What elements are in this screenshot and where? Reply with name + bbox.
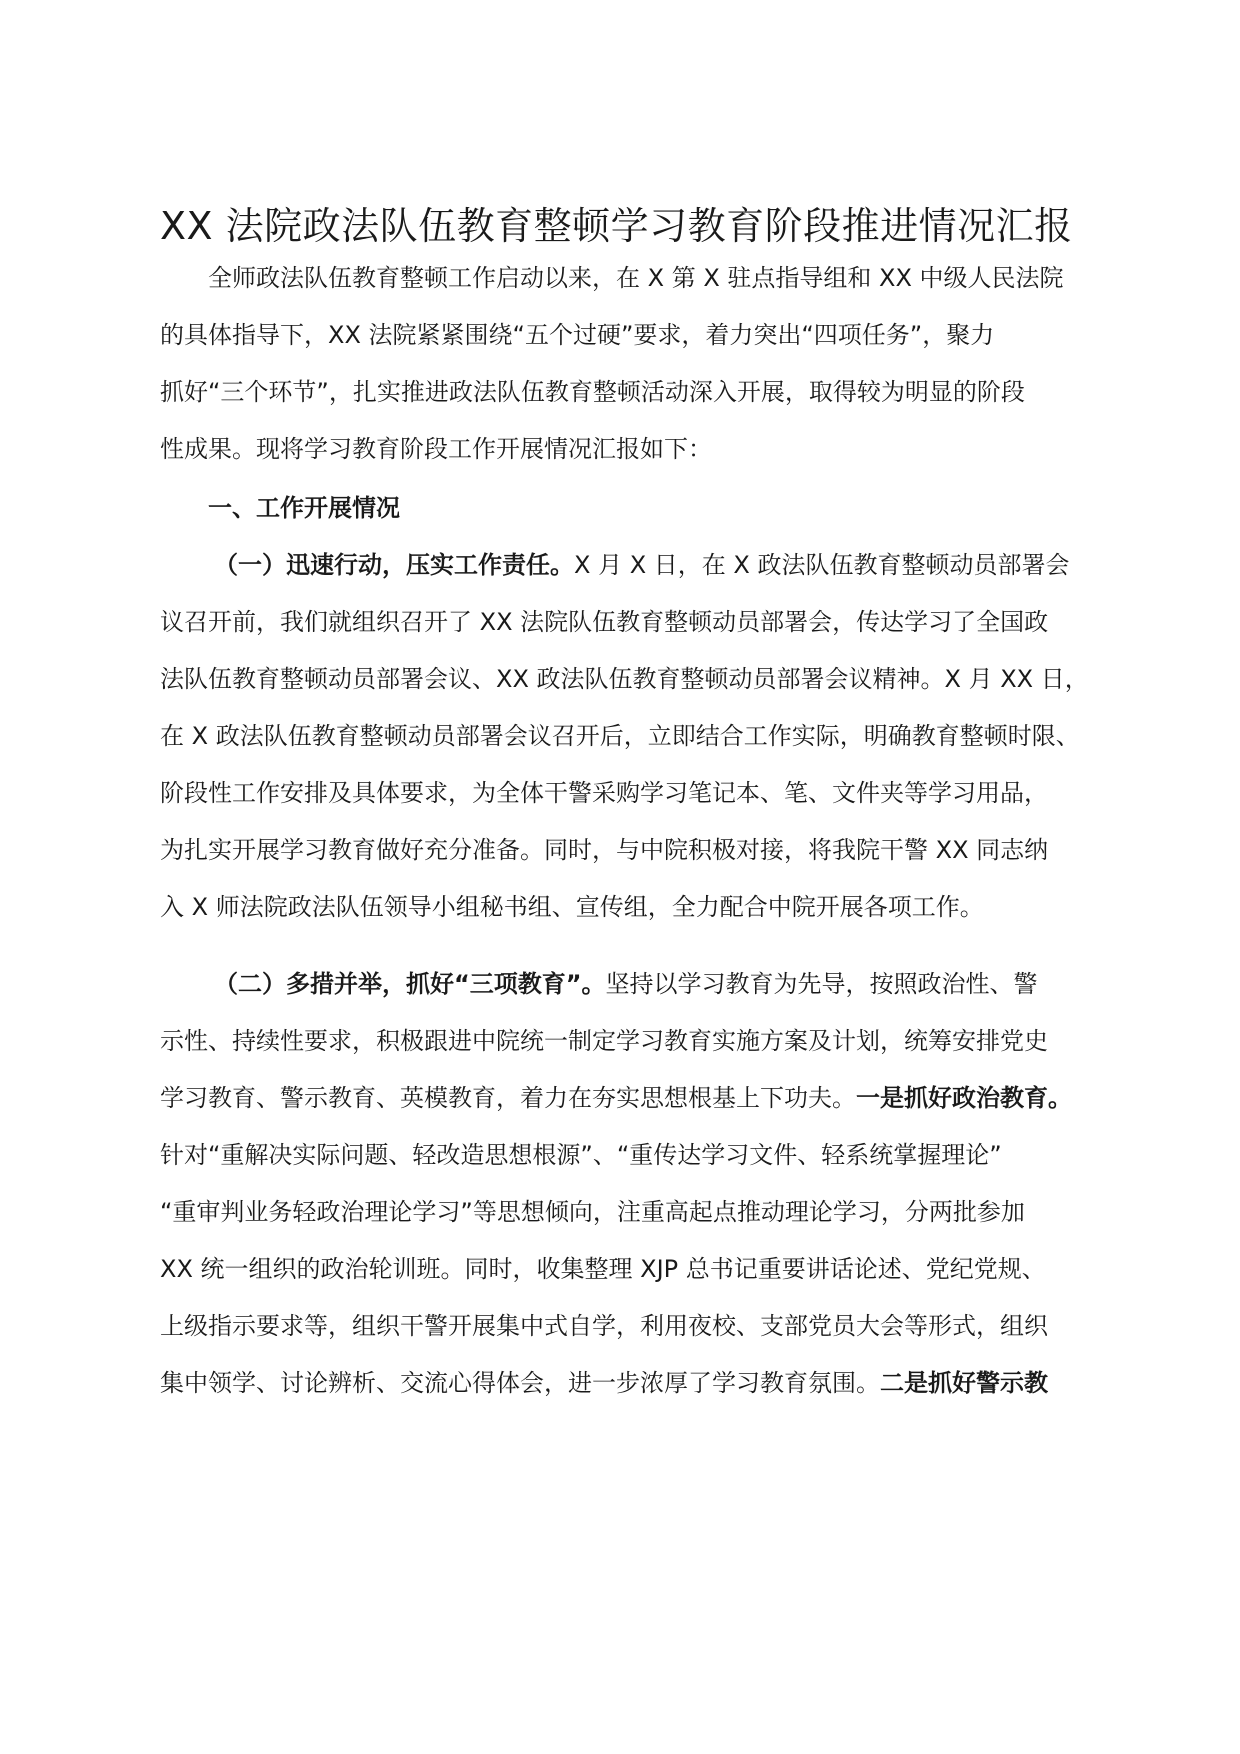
part2-line-4: 针对“重解决实际问题、轻改造思想根源”、“重传达学习文件、轻系统掌握理论” — [160, 1141, 1002, 1169]
intro-line-1: 全师政法队伍教育整顿工作启动以来，在 X 第 X 驻点指导组和 XX 中级人民法院 — [208, 264, 1064, 292]
part2-line-8 — [160, 1363, 1120, 1403]
intro-line-3: 抓好“三个环节”，扎实推进政法队伍教育整顿活动深入开展，取得较为明显的阶段 — [160, 378, 1025, 406]
part1-heading: （一）迅速行动，压实工作责任。 — [214, 551, 574, 579]
part2-line-2: 示性、持续性要求，积极跟进中院统一制定学习教育实施方案及计划，统筹安排党史 — [160, 1027, 1048, 1055]
part2-line-1 — [214, 964, 1174, 1004]
part2-heading: （二）多措并举，抓好“三项教育”。 — [214, 970, 606, 998]
section-heading: 一、工作开展情况 — [208, 494, 400, 522]
intro-line-2: 的具体指导下，XX 法院紧紧围绕“五个过硬”要求，着力突出“四项任务”，聚力 — [160, 321, 995, 349]
part2-line-6: XX 统一组织的政治轮训班。同时，收集整理 XJP 总书记重要讲话论述、党纪党规、 — [160, 1255, 1046, 1283]
document-title: XX 法院政法队伍教育整顿学习教育阶段推进情况汇报 — [160, 204, 1073, 248]
part1-line-1 — [214, 545, 1174, 585]
part2-line-8-text: 集中领学、讨论辨析、交流心得体会，进一步浓厚了学习教育氛围。 — [160, 1369, 880, 1397]
intro-line-4: 性成果。现将学习教育阶段工作开展情况汇报如下： — [160, 435, 712, 463]
part2-point-2-heading: 二是抓好警示教 — [880, 1369, 1048, 1397]
part2-line-7: 上级指示要求等，组织干警开展集中式自学，利用夜校、支部党员大会等形式，组织 — [160, 1312, 1048, 1340]
part2-point-1-heading: 一是抓好政治教育。 — [856, 1084, 1072, 1112]
part1-line-5: 阶段性工作安排及具体要求，为全体干警采购学习笔记本、笔、文件夹等学习用品， — [160, 779, 1048, 807]
part1-line-4: 在 X 政法队伍教育整顿动员部署会议召开后，立即结合工作实际，明确教育整顿时限、 — [160, 722, 1080, 750]
part1-line-7: 入 X 师法院政法队伍领导小组秘书组、宣传组，全力配合中院开展各项工作。 — [160, 893, 984, 921]
part2-line-5: “重审判业务轻政治理论学习”等思想倾向，注重高起点推动理论学习，分两批参加 — [160, 1198, 1025, 1226]
part1-line-1-text: X 月 X 日，在 X 政法队伍教育整顿动员部署会 — [574, 551, 1070, 579]
part1-line-6: 为扎实开展学习教育做好充分准备。同时，与中院积极对接，将我院干警 XX 同志纳 — [160, 836, 1049, 864]
part2-line-1-text: 坚持以学习教育为先导，按照政治性、警 — [605, 970, 1038, 998]
part2-line-3 — [160, 1078, 1120, 1118]
part1-line-3: 法队伍教育整顿动员部署会议、XX 政法队伍教育整顿动员部署会议精神。X 月 XX 日， — [160, 665, 1089, 693]
part1-line-2: 议召开前，我们就组织召开了 XX 法院队伍教育整顿动员部署会，传达学习了全国政 — [160, 608, 1049, 636]
part2-line-3-text: 学习教育、警示教育、英模教育，着力在夯实思想根基上下功夫。 — [160, 1084, 856, 1112]
